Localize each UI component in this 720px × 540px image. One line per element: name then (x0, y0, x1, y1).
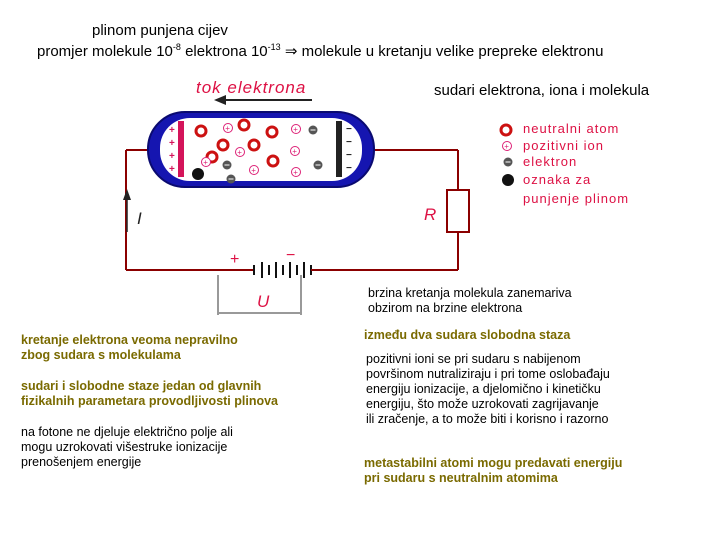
current-arrow-icon (123, 189, 131, 232)
neutral-atom-icon (501, 125, 511, 135)
electron-icon (504, 158, 513, 167)
legend-label-gas: punjenje plinom (523, 191, 630, 206)
cathode-plate (336, 121, 342, 177)
svg-text:+: + (169, 164, 175, 175)
svg-text:+: + (292, 147, 297, 156)
svg-text:+: + (504, 142, 509, 151)
svg-text:−: − (346, 137, 352, 148)
battery-minus: − (286, 247, 296, 264)
legend-label-marker: oznaka za (523, 172, 592, 187)
note-free-path: između dva sudara slobodna staza (364, 328, 571, 342)
voltage-label: U (257, 292, 270, 311)
svg-text:+: + (293, 125, 298, 134)
header-mid: elektrona 10 (180, 43, 268, 60)
legend-label-electron: elektron (523, 154, 578, 169)
note-metastable: metastabilni atomi mogu predavati energiju pri sudaru s neutralnim atomima (364, 456, 623, 485)
tube-interior (160, 118, 362, 181)
anode-plate (178, 121, 184, 177)
positive-ion-icon (503, 142, 512, 152)
legend-labels (523, 121, 629, 206)
flow-label: tok elektrona (196, 78, 307, 97)
header-prefix: promjer molekule 10 (37, 43, 173, 60)
implies-arrow-icon: ⇒ (284, 43, 298, 60)
resistor-label: R (424, 205, 437, 224)
legend-label-ion: pozitivni ion (523, 138, 604, 153)
note-irregular-motion: kretanje elektrona veoma nepravilno zbog sudara s molekulama (21, 333, 238, 362)
svg-text:−: − (346, 150, 352, 161)
resistor (447, 190, 469, 232)
exponent-electron: -13 (267, 42, 281, 52)
note-positive-ions: pozitivni ioni se pri sudaru s nabijenom površinom nutraliziraju i pri tome oslobađaju energiju ionizacije, a djelomično i kinetičku energiju, što može uzrokovati zagrijavanje ili zračenje, a to može biti i korisno i razorno (366, 352, 610, 426)
svg-text:+: + (237, 148, 242, 157)
svg-text:+: + (169, 151, 175, 162)
legend-symbols (501, 125, 514, 186)
note-collisions-parameters: sudari i slobodne staze jedan od glavnih fizikalnih parametara provodljivosti plinova (21, 379, 279, 408)
page-title: plinom punjena cijev (92, 22, 228, 39)
gas-fill-marker-icon (192, 168, 204, 180)
note-molecule-speed: brzina kretanja molekula zanemariva obzirom na brzine elektrona (368, 286, 572, 315)
legend-gas-marker-icon (502, 174, 514, 186)
header-suffix: molekule u kretanju velike prepreke elektronu (301, 43, 604, 60)
note-photons: na fotone ne djeluje električno polje ali mogu uzrokovati višestruke ionizacije prenošenjem energije (21, 425, 233, 469)
current-label: I (137, 209, 142, 228)
battery (250, 262, 315, 278)
exponent-molecule: -8 (172, 42, 181, 52)
svg-text:+: + (169, 138, 175, 149)
svg-text:−: − (346, 124, 352, 135)
collisions-label: sudari elektrona, iona i molekula (434, 82, 650, 99)
battery-plus: + (230, 251, 240, 268)
svg-text:−: − (346, 163, 352, 174)
svg-text:+: + (203, 158, 208, 167)
svg-text:+: + (225, 124, 230, 133)
legend-label-neutral: neutralni atom (523, 121, 620, 136)
svg-text:+: + (293, 168, 298, 177)
svg-text:+: + (169, 125, 175, 136)
svg-text:+: + (251, 166, 256, 175)
